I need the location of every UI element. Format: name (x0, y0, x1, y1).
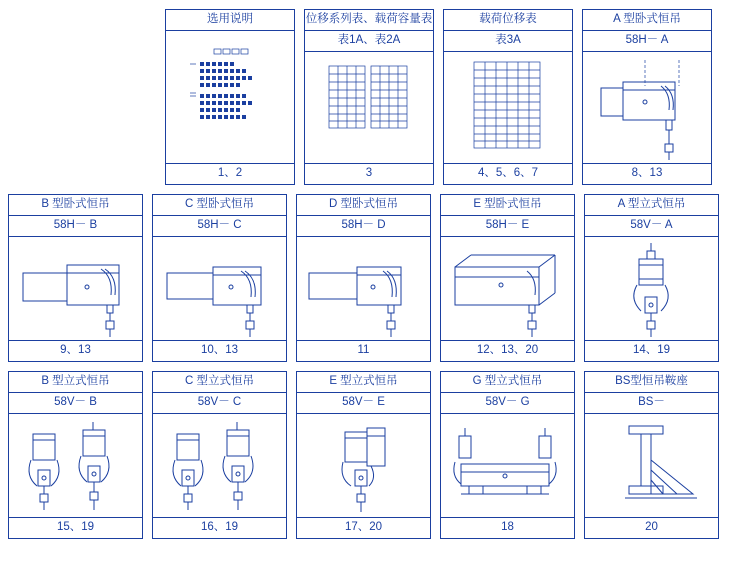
card-type-e-horizontal-hanger[interactable] (440, 194, 575, 362)
card-subheader: 表3A (444, 31, 572, 52)
card-row-1 (0, 0, 731, 185)
card-header: C 型卧式恒吊 (153, 195, 286, 216)
card-subheader: 58V－ G (441, 393, 574, 414)
card-footer-pages: 16、19 (153, 517, 286, 538)
card-subheader: 58H－ A (583, 31, 711, 52)
card-figure-two-tables (305, 52, 433, 163)
card-figure-vertical-hanger-b (9, 414, 142, 517)
card-subheader: 58V－ E (297, 393, 430, 414)
card-footer-pages: 11 (297, 340, 430, 361)
card-header: 选用说明 (166, 10, 294, 31)
card-figure-vertical-hanger-a (585, 237, 718, 340)
card-figure-tall-table (444, 52, 572, 163)
card-footer-pages: 3 (305, 163, 433, 184)
card-figure-vertical-hanger-g (441, 414, 574, 517)
card-footer-pages: 9、13 (9, 340, 142, 361)
card-figure-selection-notes (166, 31, 294, 163)
card-header: B 型立式恒吊 (9, 372, 142, 393)
card-header: A 型卧式恒吊 (583, 10, 711, 31)
card-subheader: 表1A、表2A (305, 31, 433, 52)
card-header: G 型立式恒吊 (441, 372, 574, 393)
card-type-b-horizontal-hanger[interactable] (8, 194, 143, 362)
card-figure-horizontal-hanger-b (9, 237, 142, 340)
card-header: BS型恒吊鞍座 (585, 372, 718, 393)
card-selection-notes[interactable] (165, 9, 295, 185)
card-header: 载荷位移表 (444, 10, 572, 31)
card-subheader: 58H－ B (9, 216, 142, 237)
card-subheader: 58V－ B (9, 393, 142, 414)
card-footer-pages: 8、13 (583, 163, 711, 184)
card-footer-pages: 17、20 (297, 517, 430, 538)
card-type-a-vertical-hanger[interactable] (584, 194, 719, 362)
card-subheader: 58H－ E (441, 216, 574, 237)
card-type-d-horizontal-hanger[interactable] (296, 194, 431, 362)
card-type-g-vertical-hanger[interactable] (440, 371, 575, 539)
card-bs-saddle[interactable] (584, 371, 719, 539)
card-row-2 (0, 185, 731, 362)
card-figure-horizontal-hanger-d (297, 237, 430, 340)
card-footer-pages: 15、19 (9, 517, 142, 538)
card-footer-pages: 10、13 (153, 340, 286, 361)
card-header: D 型卧式恒吊 (297, 195, 430, 216)
card-header: E 型卧式恒吊 (441, 195, 574, 216)
card-subheader: 58H－ D (297, 216, 430, 237)
card-type-c-horizontal-hanger[interactable] (152, 194, 287, 362)
card-subheader: BS－ (585, 393, 718, 414)
card-footer-pages: 1、2 (166, 163, 294, 184)
card-footer-pages: 18 (441, 517, 574, 538)
card-figure-horizontal-hanger-c (153, 237, 286, 340)
card-footer-pages: 20 (585, 517, 718, 538)
card-subheader: 58V－ A (585, 216, 718, 237)
card-figure-vertical-hanger-e (297, 414, 430, 517)
card-load-displacement-table[interactable] (443, 9, 573, 185)
card-type-b-vertical-hanger[interactable] (8, 371, 143, 539)
card-figure-horizontal-hanger-e (441, 237, 574, 340)
card-figure-horizontal-hanger-a (583, 52, 711, 163)
card-header: C 型立式恒吊 (153, 372, 286, 393)
card-subheader: 58V－ C (153, 393, 286, 414)
card-footer-pages: 12、13、20 (441, 340, 574, 361)
card-figure-beam-saddle (585, 414, 718, 517)
card-type-c-vertical-hanger[interactable] (152, 371, 287, 539)
card-header: A 型立式恒吊 (585, 195, 718, 216)
card-row-3 (0, 362, 731, 539)
card-type-e-vertical-hanger[interactable] (296, 371, 431, 539)
card-header: B 型卧式恒吊 (9, 195, 142, 216)
card-displacement-series-load-capacity[interactable] (304, 9, 434, 185)
card-footer-pages: 4、5、6、7 (444, 163, 572, 184)
card-header: E 型立式恒吊 (297, 372, 430, 393)
card-header: 位移系列表、载荷容量表 (305, 10, 433, 31)
card-type-a-horizontal-hanger[interactable] (582, 9, 712, 185)
card-footer-pages: 14、19 (585, 340, 718, 361)
card-figure-vertical-hanger-c (153, 414, 286, 517)
card-subheader: 58H－ C (153, 216, 286, 237)
